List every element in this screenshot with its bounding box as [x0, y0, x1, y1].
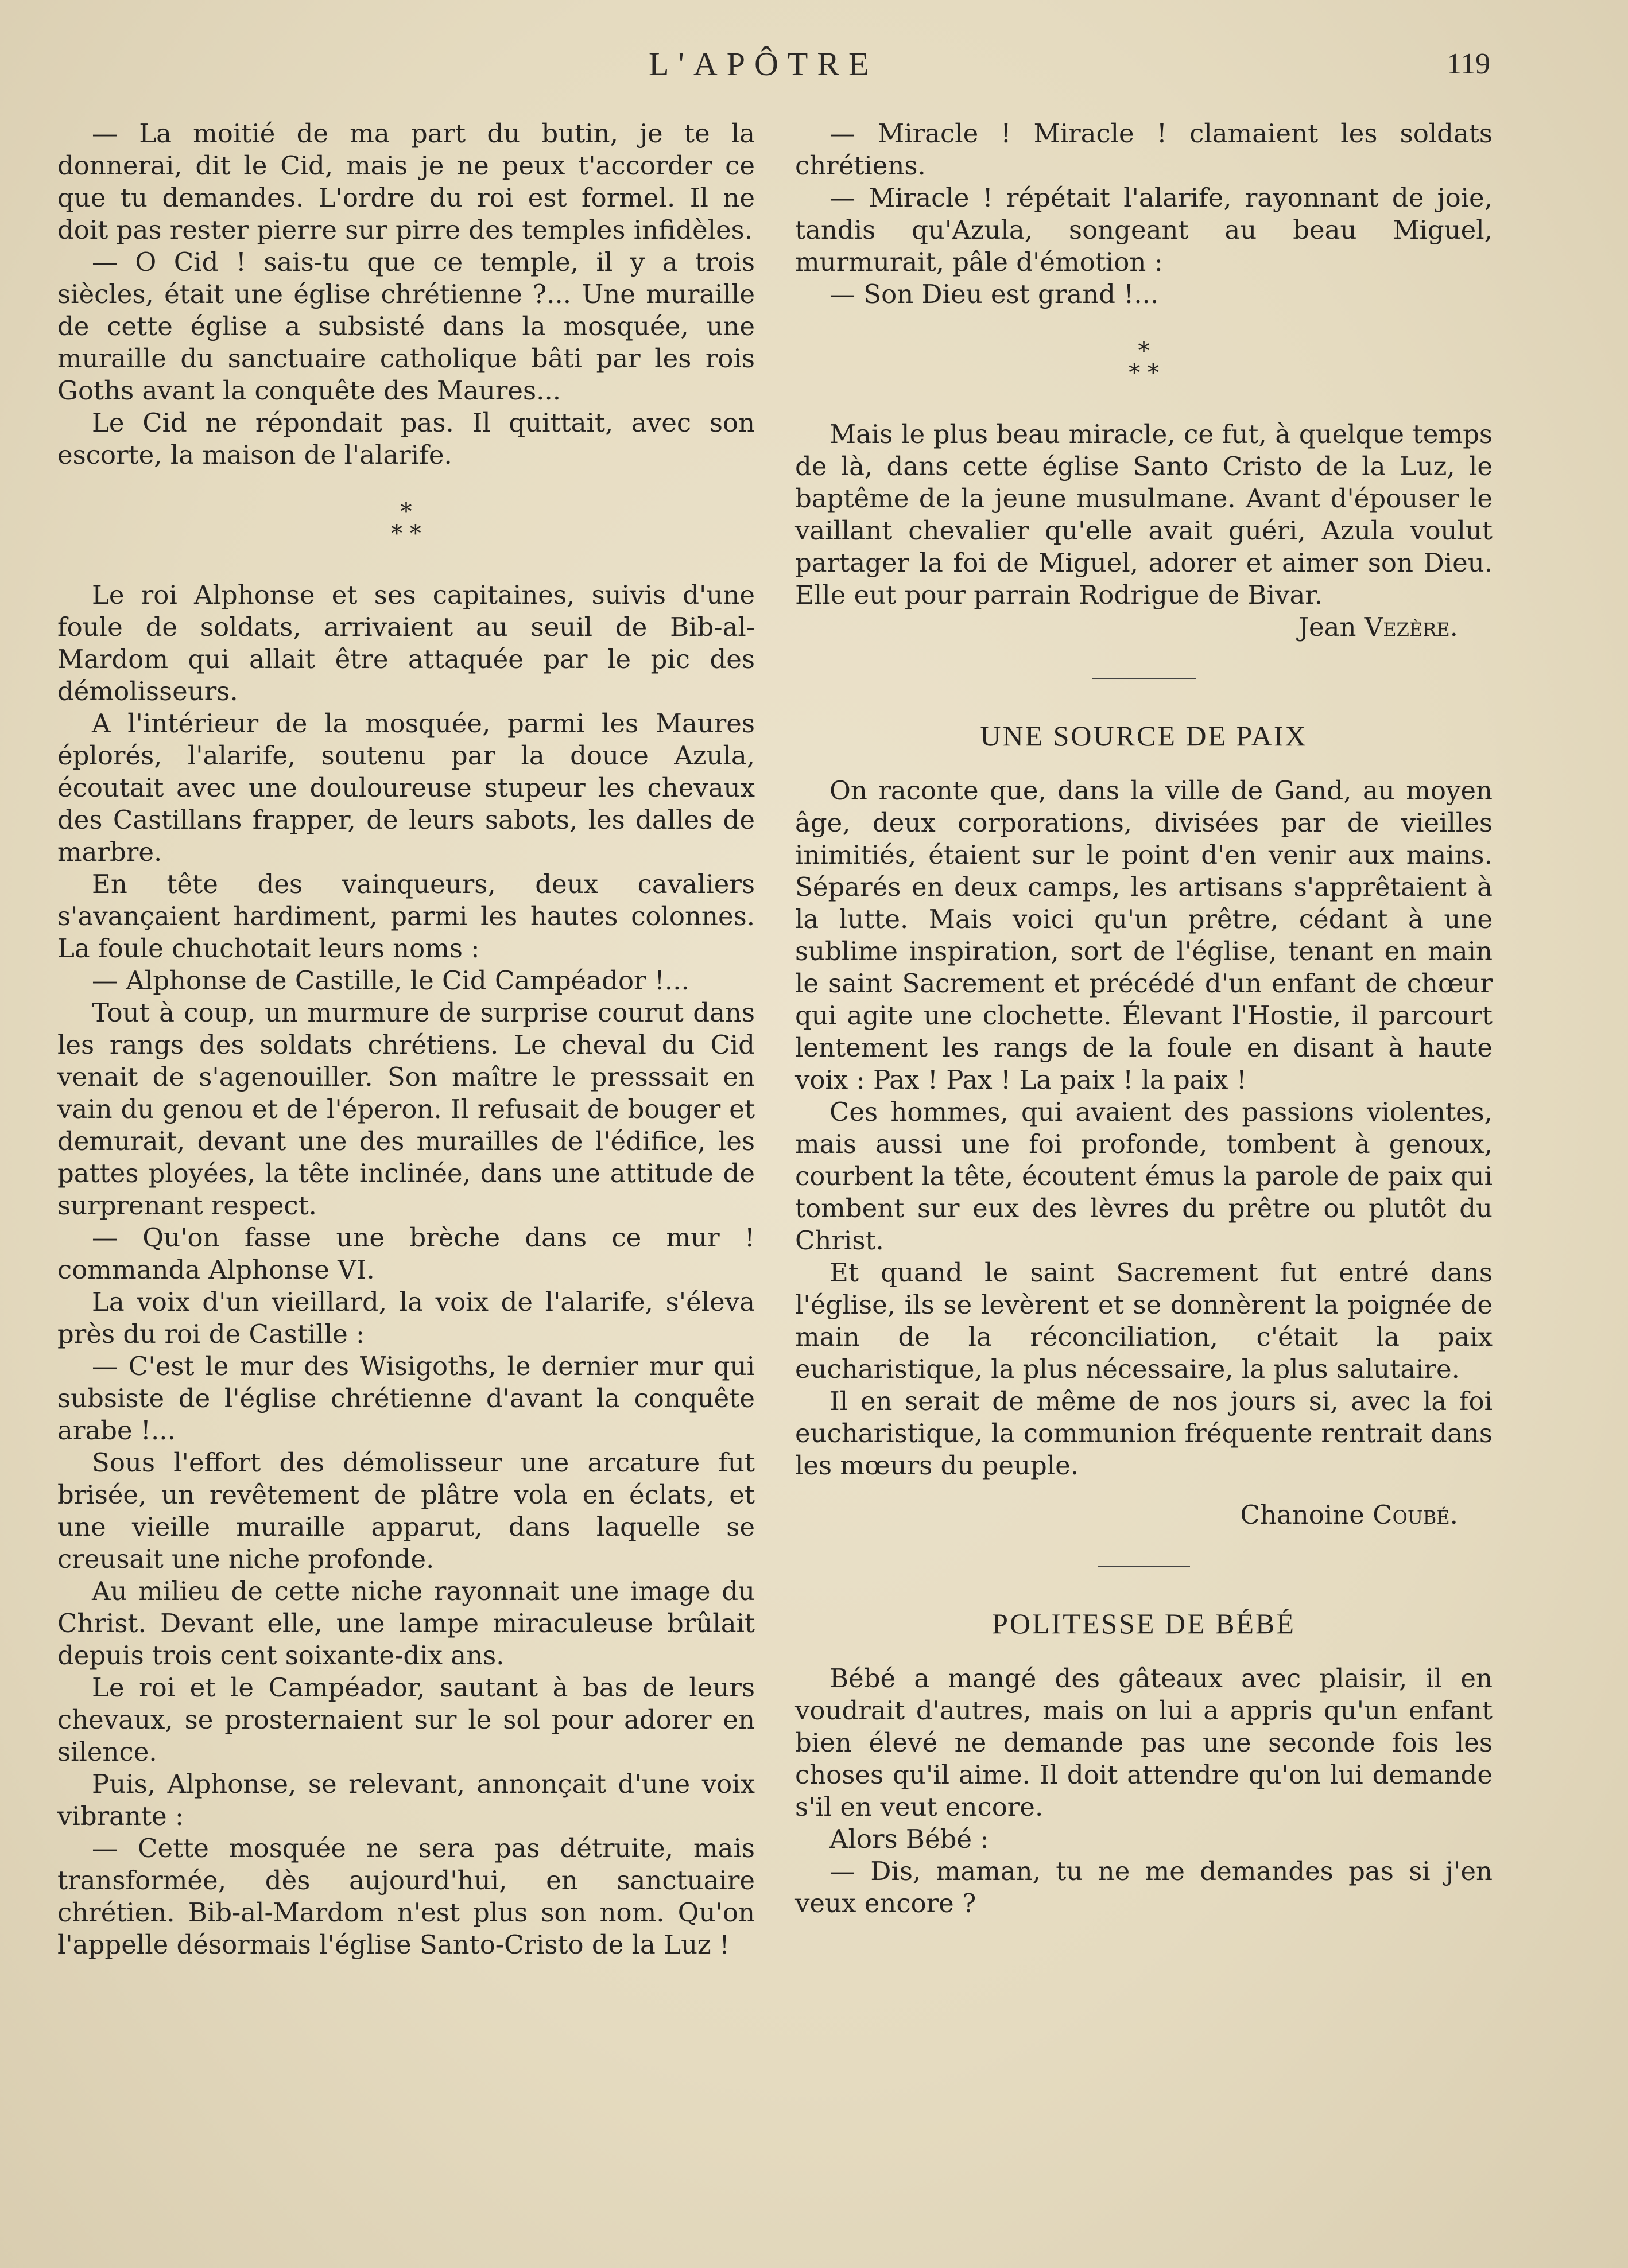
paragraph: — Miracle ! répétait l'alarife, rayonnant de joie, tandis qu'Azula, songeant au beau Miguel, murmurait, pâle d'émotion : — [795, 182, 1493, 277]
paragraph: — Cette mosquée ne sera pas détruite, mais transformée, dès aujourd'hui, en sanctuaire chrétien. Bib-al-Mardom n'est plus son nom. Qu'on l'appelle désormais l'église Santo-Cristo de la Luz ! — [57, 1833, 755, 1960]
author-signature — [795, 611, 1493, 643]
paragraph: Ces hommes, qui avaient des passions violentes, mais aussi une foi profonde, tombent à genoux, courbent la tête, écoutent émus la parole de paix qui tombent sur eux des lèvres du prêtre ou plutôt du Christ. — [795, 1097, 1493, 1256]
section-separator-stars — [57, 501, 755, 545]
page-number: 119 — [1447, 48, 1491, 80]
author-last-name: Coubé. — [1373, 1500, 1458, 1530]
stars-top: * — [1138, 338, 1150, 364]
section-separator-stars — [795, 340, 1493, 384]
left-column — [57, 118, 755, 1961]
paragraph: — Alphonse de Castille, le Cid Campéador !... — [92, 965, 689, 996]
paragraph: — C'est le mur des Wisigoths, le dernier mur qui subsiste de l'église chrétienne d'avant la conquête arabe !... — [57, 1351, 755, 1446]
paragraph: — Miracle ! Miracle ! clamaient les soldats chrétiens. — [795, 118, 1493, 181]
paragraph: Tout à coup, un murmure de surprise courut dans les rangs des soldats chrétiens. Le cheval du Cid venait de s'agenouiller. Son maître le presssait en vain du genou et de l'éperon. Il refusait de bouger et demurait, devant une des murailles de l'édifice, les pattes ployées, la tête inclinée, dans une attitude de surprenant respect. — [57, 997, 755, 1221]
paragraph: Et quand le saint Sacrement fut entré dans l'église, ils se levèrent et se donnèrent la poignée de main de la réconciliation, c'était la paix eucharistique, la plus nécessaire, la plus salutaire. — [795, 1257, 1493, 1384]
running-head: L'APÔTRE — [649, 45, 878, 83]
spacer — [795, 1482, 1493, 1499]
author-first-name: Jean — [1298, 612, 1356, 642]
paragraph: La voix d'un vieillard, la voix de l'alarife, s'éleva près du roi de Castille : — [57, 1287, 755, 1349]
paragraph: — Son Dieu est grand !... — [829, 279, 1159, 309]
section-divider — [1092, 678, 1196, 679]
paragraph: Mais le plus beau miracle, ce fut, à quelque temps de là, dans cette église Santo Cristo de la Luz, le baptême de la jeune musulmane. Avant d'épouser le vaillant chevalier qu'elle avait guéri, Azula voulut partager la foi de Miguel, adorer et aimer son Dieu. Elle eut pour parrain Rodrigue de Bivar. — [795, 419, 1493, 610]
paragraph: En tête des vainqueurs, deux cavaliers s'avançaient hardiment, parmi les hautes colonnes. La foule chuchotait leurs noms : — [57, 869, 755, 964]
stars-top: * — [400, 499, 412, 525]
paragraph: A l'intérieur de la mosquée, parmi les Maures éplorés, l'alarife, soutenu par la douce Azula, écoutait avec une douloureuse stupeur les chevaux des Castillans frapper, de leurs sabots, les dalles de marbre. — [57, 708, 755, 867]
author-last-name: Vezère. — [1364, 612, 1458, 642]
paragraph: Puis, Alphonse, se relevant, annonçait d'une voix vibrante : — [57, 1769, 755, 1831]
section-divider — [1098, 1566, 1190, 1567]
right-column — [795, 118, 1493, 1920]
paragraph: Au milieu de cette niche rayonnait une image du Christ. Devant elle, une lampe miraculeuse brûlait depuis trois cent soixante-dix ans. — [57, 1576, 755, 1671]
paragraph: Sous l'effort des démolisseur une arcature fut brisée, un revêtement de plâtre vola en éclats, et une vieille muraille apparut, dans laquelle se creusait une niche profonde. — [57, 1447, 755, 1574]
paragraph: Alors Bébé : — [829, 1824, 989, 1854]
paragraph: Le roi et le Campéador, sautant à bas de leurs chevaux, se prosternaient sur le sol pour adorer en silence. — [57, 1672, 755, 1767]
section-title-paix: UNE SOURCE DE PAIX — [980, 720, 1308, 752]
stars-bottom: * * — [1129, 360, 1159, 386]
author-first-name: Chanoine — [1240, 1500, 1365, 1530]
paragraph: — Dis, maman, tu ne me demandes pas si j'en veux encore ? — [795, 1856, 1493, 1919]
paragraph: Le roi Alphonse et ses capitaines, suivis d'une foule de soldats, arrivaient au seuil de Bib-al-Mardom qui allait être attaquée par le pic des démolisseurs. — [57, 580, 755, 706]
paragraph: Bébé a mangé des gâteaux avec plaisir, il en voudrait d'autres, mais on lui a appris qu'un enfant bien élevé ne demande pas une seconde fois les choses qu'il aime. Il doit attendre qu'on lui demande s'il en veut encore. — [795, 1663, 1493, 1822]
paragraph: — O Cid ! sais-tu que ce temple, il y a trois siècles, était une église chrétienne ?... Une muraille de cette église a subsisté dans la mosquée, une muraille du sanctuaire catholique bâti par les rois Goths avant la conquête des Maures... — [57, 247, 755, 406]
paragraph: On raconte que, dans la ville de Gand, au moyen âge, deux corporations, divisées par de vieilles inimitiés, étaient sur le point d'en venir aux mains. Séparés en deux camps, les artisans s'apprêtaient à la lutte. Mais voici qu'un prêtre, cédant à une sublime inspiration, sort de l'église, tenant en main le saint Sacrement et précédé d'un enfant de chœur qui agite une clochette. Élevant l'Hostie, il parcourt lentement les rangs de la foule en disant à haute voix : Pax ! Pax ! La paix ! la paix ! — [795, 775, 1493, 1095]
author-signature — [795, 1499, 1493, 1531]
stars-bottom: * * — [391, 521, 421, 547]
paragraph: — La moitié de ma part du butin, je te la donnerai, dit le Cid, mais je ne peux t'accorder ce que tu demandes. L'ordre du roi est formel. Il ne doit pas rester pierre sur pirre des temples infidèles. — [57, 118, 755, 245]
paragraph: Le Cid ne répondait pas. Il quittait, avec son escorte, la maison de l'alarife. — [57, 407, 755, 470]
section-title-bebe: POLITESSE DE BÉBÉ — [992, 1607, 1296, 1640]
paragraph: Il en serait de même de nos jours si, avec la foi eucharistique, la communion fréquente rentrait dans les mœurs du peuple. — [795, 1386, 1493, 1481]
paragraph: — Qu'on fasse une brèche dans ce mur ! commanda Alphonse VI. — [57, 1222, 755, 1285]
